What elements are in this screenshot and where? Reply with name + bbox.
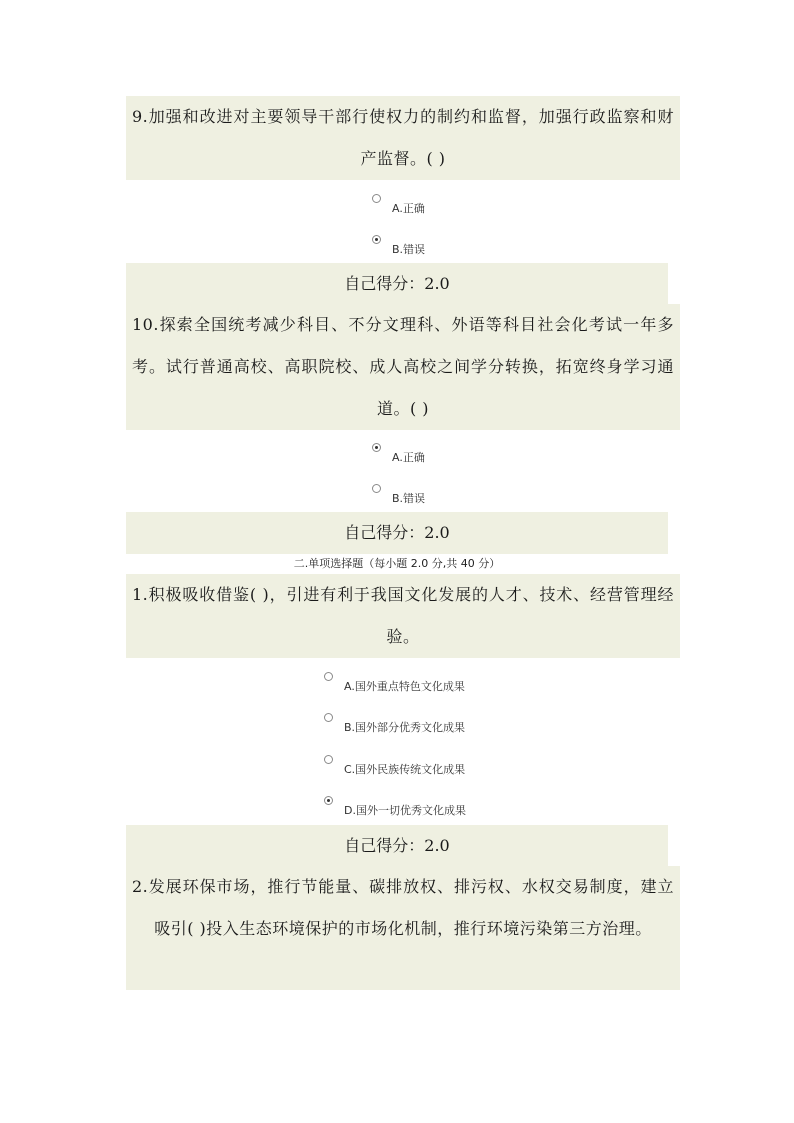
- single-choice-2-text: 2.发展环保市场，推行节能量、碳排放权、排污权、水权交易制度，建立吸引( )投入生态环境保护的市场化机制，推行环境污染第三方治理。: [126, 866, 680, 990]
- question-10-text: 10.探索全国统考减少科目、不分文理科、外语等科目社会化考试一年多考。试行普通高校、高职院校、成人高校之间学分转换，拓宽终身学习通道。( ): [126, 304, 680, 430]
- option-label: A.国外重点特色文化成果: [344, 680, 465, 693]
- single-choice-1-text: 1.积极吸收借鉴( )，引进有利于我国文化发展的人才、技术、经营管理经验。: [126, 574, 680, 658]
- single-choice-1-score: 自己得分：2.0: [126, 825, 668, 867]
- radio-button[interactable]: [324, 672, 333, 681]
- radio-button[interactable]: [324, 755, 333, 764]
- option-label: C.国外民族传统文化成果: [344, 763, 466, 776]
- radio-button[interactable]: [372, 484, 381, 493]
- radio-button[interactable]: [372, 194, 381, 203]
- option-label: D.国外一切优秀文化成果: [344, 804, 466, 817]
- option-label: A.正确: [392, 202, 425, 215]
- radio-button-selected[interactable]: [372, 235, 381, 244]
- radio-button[interactable]: [324, 713, 333, 722]
- radio-button-selected[interactable]: [324, 796, 333, 805]
- question-9-text: 9.加强和改进对主要领导干部行使权力的制约和监督，加强行政监察和财产监督。( ): [126, 96, 680, 180]
- section-title: 二.单项选择题（每小题 2.0 分,共 40 分）: [293, 557, 501, 570]
- option-label: B.错误: [392, 492, 426, 505]
- option-label: A.正确: [392, 451, 425, 464]
- option-label: B.国外部分优秀文化成果: [344, 721, 466, 734]
- option-label: B.错误: [392, 243, 426, 256]
- radio-button-selected[interactable]: [372, 443, 381, 452]
- question-10-score: 自己得分：2.0: [126, 512, 668, 554]
- question-9-score: 自己得分：2.0: [126, 263, 668, 305]
